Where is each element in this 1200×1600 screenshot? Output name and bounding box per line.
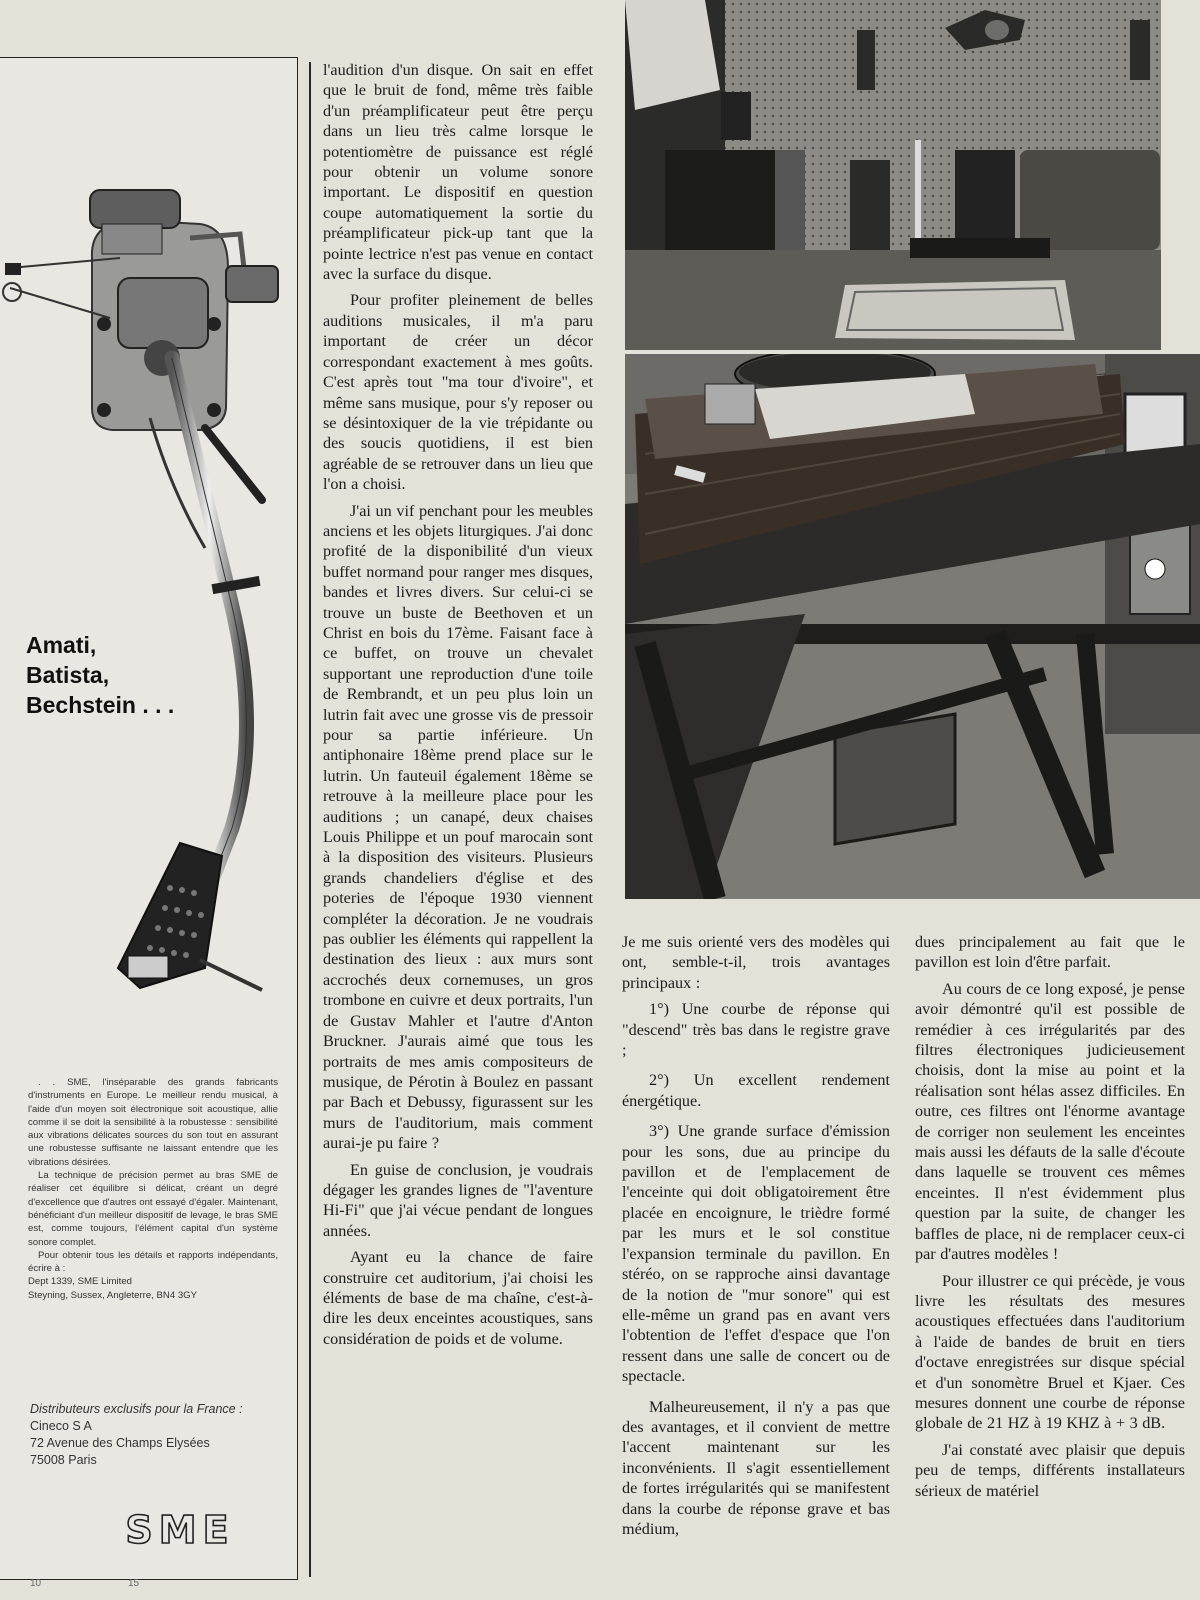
ad-headline-line: Bechstein . . . <box>26 692 175 718</box>
article-paragraph: Malheureusement, il n'y a pas que des avantages, et il convient de mettre l'accent maintenant sur les inconvénients. Il s'agit essentiellement de fortes irrégularités qui se manifestent dans la courbe de réponse grave et bas médium, <box>622 1397 890 1538</box>
ad-contact-line: Steyning, Sussex, Angleterre, BN4 3GY <box>28 1289 198 1301</box>
distributor-line: 72 Avenue des Champs Elysées <box>30 1436 210 1450</box>
article-paragraph: J'ai constaté avec plaisir que depuis peu de temps, différents installateurs sérieux de matériel <box>915 1440 1185 1500</box>
article-paragraph: dues principalement au fait que le pavillon est loin d'être parfait. <box>915 933 1185 972</box>
sme-logo-text: SME <box>125 1510 235 1550</box>
ad-contact-line: Dept 1339, SME Limited <box>28 1276 132 1288</box>
article-list-item: 2°) Un excellent rendement énergétique. <box>622 1071 890 1110</box>
turntable-photo <box>625 354 1200 899</box>
ad-distributor <box>30 1401 290 1469</box>
article-paragraph: Pour profiter pleinement de belles auditions musicales, il m'a paru important de créer un décor correspondant exactement à mes goûts. C'est après tout "ma tour d'ivoire", et même sans musique, pour s'y reposer ou se désintoxiquer de la vie trépidante ou des soucis quotidiens, il est bien agréable de se retrouver dans un lieu que l'on a choisi. <box>323 291 593 494</box>
ad-paragraph: La technique de précision permet au bras SME de réaliser cet équilibre si délicat, créant un degré d'excellence que d'autres ont essayé d'égaler. Maintenant, bénéficiant d'un meilleur dispositif de levage, le bras SME est, comme toujours, l'élément capital d'un système sonore complet. <box>28 1170 278 1248</box>
ad-contact-address <box>28 1275 278 1302</box>
ad-paragraph: . . SME, l'inséparable des grands fabricants d'instruments en Europe. Le meilleur rendu musical, à l'aide d'un moyen soit électronique soit acoustique, allie comme il se doit la sensibilité à la robustesse : sensibilité aux vibrations délicates sources du son tout en assurant une robustesse suffisante ne laissant entendre que les vibrations désirées. <box>28 1077 278 1168</box>
ad-headline <box>26 630 256 720</box>
article-paragraph: Pour illustrer ce qui précède, je vous livre les résultats des mesures acoustiques effectuées dans l'auditorium à l'aide de bandes de bruit en tiers d'octave enregistrées sur disque spécial et d'un sonomètre Bruel et Kjaer. Ces mesures donnent une courbe de réponse globale de 21 HZ à 19 KHZ à + 3 dB. <box>915 1271 1185 1433</box>
article-paragraph: En guise de conclusion, je voudrais dégager les grandes lignes de "l'aventure Hi-Fi" que j'ai vécue pendant de longues années. <box>323 1160 593 1240</box>
tonearm-image <box>0 128 300 1008</box>
distributor-title: Distributeurs exclusifs pour la France : <box>30 1402 243 1416</box>
article-paragraph: Au cours de ce long exposé, je pense avoir démontré qu'il est possible de remédier à ces irrégularités par des filtres électroniques judicieusement choisis, dont la mise au point et la réalisation sont hélas assez difficiles. En outre, ces filtres ont l'énorme avantage de corriger non seulement les enceintes mais aussi les défauts de la salle d'écoute dans laquelle se trouvent ces mêmes enceintes. Il n'est évidemment plus question par la suite, de changer les baffles de place, ni de remplacer ceux-ci par d'autres modèles ! <box>915 979 1185 1264</box>
ad-headline-line: Batista, <box>26 662 110 688</box>
article-column-2 <box>622 932 890 1592</box>
distributor-line: 75008 Paris <box>30 1453 97 1467</box>
article-paragraph: l'audition d'un disque. On sait en effet que le bruit de fond, même très faible d'un préamplificateur peut être perçu dans un lieu très calme lorsque le potentiomètre de puissance est réglé pour obtenir un volume sonore important. Le dispositif en question coupe automatiquement la sortie du préamplificateur pick-up tant que la pointe lectrice n'est pas venue en contact avec la surface du disque. <box>323 61 593 284</box>
column-divider <box>309 62 311 1577</box>
page-number-secondary: 15 <box>128 1578 140 1589</box>
ad-contact-intro: Pour obtenir tous les détails et rapports indépendants, écrire à : <box>28 1249 278 1275</box>
article-list-item: 3°) Une grande surface d'émission pour les sons, due au principe du pavillon et de l'emplacement de l'enceinte qui doit obligatoirement être placée en encoignure, le trièdre formé par les murs et le sol constitue l'expansion terminale du pavillon. En stéréo, on se rapproche ainsi davantage de la notion de "mur sonore" qui est elle-même un grand pas en avant vers l'obtention de l'effet d'espace que l'on ressent dans une salle de concert ou de spectacle. <box>622 1122 890 1386</box>
article-paragraph: Je me suis orienté vers des modèles qui ont, semble-t-il, trois avantages principaux : <box>622 933 890 992</box>
article-column-3 <box>915 932 1185 1592</box>
article-column-1 <box>323 60 593 1580</box>
sme-logo <box>82 1510 278 1550</box>
distributor-line: Cineco S A <box>30 1419 92 1433</box>
article-paragraph: J'ai un vif penchant pour les meubles anciens et les objets liturgiques. J'ai donc profité de la disponibilité d'un vieux buffet normand pour ranger mes disques, bandes et livres divers. Sur celui-ci se trouve un buste de Beethoven et un Christ en bois du 17ème. Faisant face à ce buffet, on trouve un chevalet supportant une reproduction d'une toile de Rembrandt, et un peu plus loin un lutrin fait avec une grosse vis de pressoir pour sa partie inférieure. Un antiphonaire 18ème prend place sur le lutrin. Un fauteuil également 18ème se retrouve à la meilleure place pour les auditions ; un canapé, deux chaises Louis Philippe et un pouf marocain sont à la disposition des visiteurs. Plusieurs grands chandeliers d'église et des poteries de l'époque 1930 viennent compléter la décoration. Je ne voudrais pas oublier les éléments qui rappellent la destination des lieux : aux murs sont accrochés deux cornemuses, un gros trombone en cuivre et deux portraits, l'un de Gustav Mahler et l'autre d'Anton Bruckner. J'aurais aimé que tous les portraits de mes amis compositeurs de musique, de Pérotin à Boulez en passant par Bach et Debussy, figurassent sur les murs de l'auditorium, mais comment aurai-je pu faire ? <box>323 501 593 1153</box>
article-list-item: 1°) Une courbe de réponse qui "descend" très bas dans le registre grave ; <box>622 1000 890 1060</box>
sme-advertisement <box>0 57 298 1580</box>
article-paragraph: Ayant eu la chance de faire construire cet auditorium, j'ai choisi les éléments de base de ma chaîne, c'est-à-dire les deux enceintes acoustiques, sans considération de poids et de volume. <box>323 1248 593 1348</box>
page-number: 10 <box>30 1578 42 1589</box>
ad-body-text <box>28 1076 278 1302</box>
ad-headline-line: Amati, <box>26 632 97 658</box>
auditorium-room-photo <box>625 0 1161 350</box>
